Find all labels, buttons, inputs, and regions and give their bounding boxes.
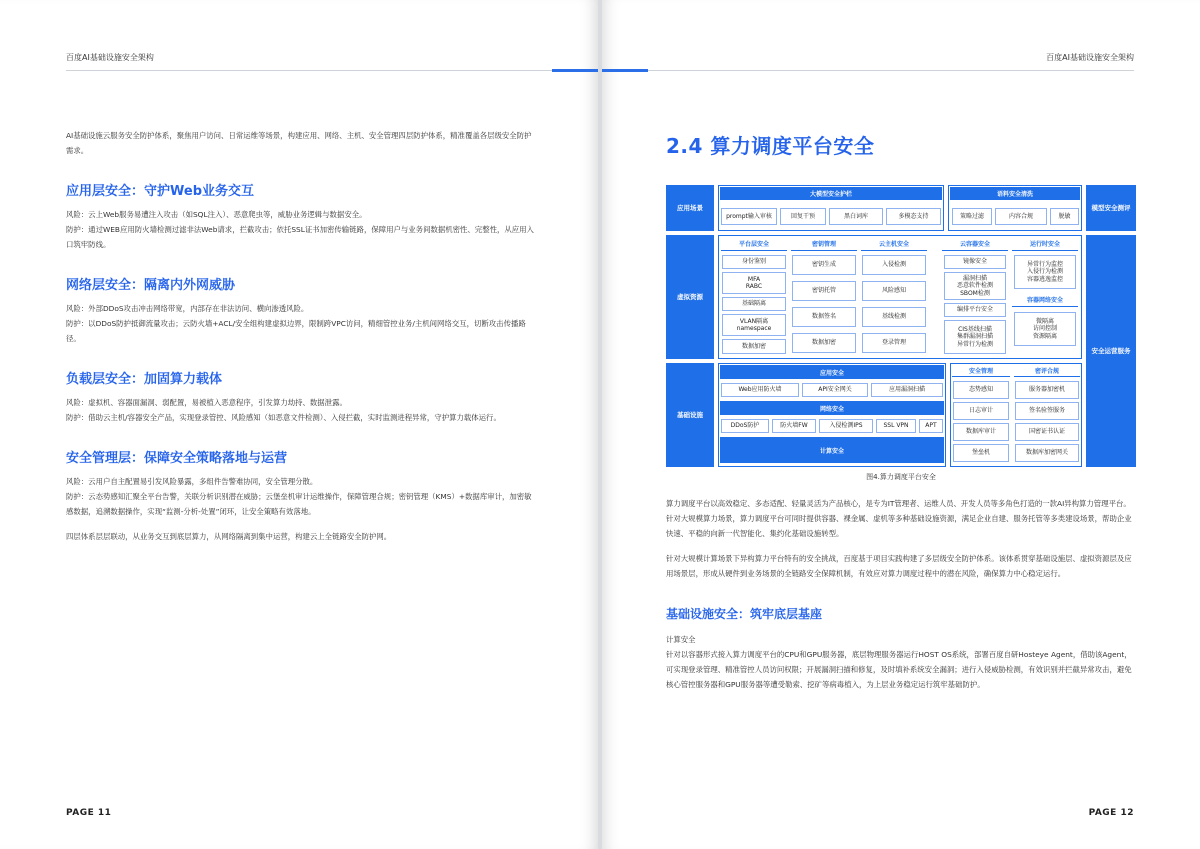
section-heading: 负载层安全：加固算力载体: [66, 372, 223, 387]
diagram-cell: 风险感知: [862, 281, 926, 301]
diagram-cell: 防火墙FW: [772, 419, 816, 433]
body-paragraph: 针对以容器形式接入算力调度平台的CPU和GPU服务器，底层物理服务器运行HOST OS系统，部署百度自研Hosteye Agent，借助该Agent，可实现登录管理、精准管控人员访问权限；开展漏洞扫描和修复，及时填补系统安全漏洞；进行入侵威胁检测，有效识别并拦截异常攻击，避免核心管控服务器和GPU服务器等遭受勒索、挖矿等病毒植入，为上层业务稳定运行筑牢基础防护。: [666, 650, 1132, 689]
diagram-cell: 服务器加密机: [1015, 381, 1079, 399]
diagram-cell: 数据加密: [722, 339, 786, 354]
column-title: 安全管理: [952, 365, 1010, 377]
diagram-cell: 密钥托管: [792, 281, 856, 301]
diagram-cell: 基础隔离: [722, 297, 786, 311]
side-label-sec-ops: 安全运营服务: [1086, 235, 1136, 467]
row-label-infra: 基础设施: [666, 363, 714, 467]
defense-text: 防护：云态势感知汇聚全平台告警，关联分析识别潜在威胁；云堡垒机审计运维操作，保障管理合规；密钥管理（KMS）+数据库审计，加密敏感数据，追溯数据操作，实现“监测-分析-处置”闭环，让安全策略有效落地。: [66, 492, 532, 516]
diagram-cell: 数据库加密网关: [1015, 444, 1079, 462]
infra-compute-security: 计算安全: [720, 437, 944, 463]
diagram-cell: 日志审计: [953, 402, 1009, 420]
header-rule: [602, 70, 1134, 71]
header-accent-bar: [602, 69, 648, 72]
diagram-cell: CIS基线扫描 集群漏洞扫描 异常行为检测: [944, 320, 1006, 354]
page-number: PAGE 12: [1088, 808, 1134, 818]
risk-text: 风险：外部DDoS攻击冲击网络带宽，内部存在非法访问、横向渗透风险。: [66, 304, 309, 313]
diagram-cell: 基线检测: [862, 307, 926, 327]
defense-text: 防护：通过WEB应用防火墙检测过滤非法Web请求，拦截攻击；依托SSL证书加密传输链路，保障用户与业务间数据机密性、完整性，从应用入口筑牢防线。: [66, 225, 534, 249]
diagram-cell: Web应用防火墙: [721, 383, 799, 397]
page-number: PAGE 11: [66, 808, 112, 818]
section-application-layer: [66, 180, 536, 252]
running-header: 百度AI基础设施安全架构: [1046, 53, 1134, 62]
diagram-cell: 密钥生成: [792, 255, 856, 275]
column-title: 密钥管理: [791, 237, 857, 251]
architecture-diagram: [666, 185, 1136, 467]
closing-paragraph: 四层体系层层联动，从业务交互到底层算力，从网络隔离到集中运营，构建云上全链路安全防护网。: [66, 532, 392, 541]
diagram-cell: 内容合规: [995, 208, 1047, 225]
diagram-cell: 应用漏洞扫描: [871, 383, 943, 397]
diagram-cell: MFA RABC: [722, 272, 786, 294]
column-title: 运行时安全: [1012, 237, 1078, 251]
section-management-layer: [66, 447, 536, 519]
left-body: [66, 128, 536, 544]
right-body: [666, 130, 1136, 692]
page-left: [0, 0, 598, 849]
diagram-cell: 编排平台安全: [944, 303, 1006, 317]
column-title: 云容器安全: [942, 237, 1008, 251]
diagram-cell: 数据签名: [792, 307, 856, 327]
body-paragraph: 针对大规模计算场景下异构算力平台特有的安全挑战，百度基于项目实践构建了多层级安全防护体系。该体系贯穿基础设施层、虚拟资源层及应用场景层，形成从硬件到业务场景的全链路安全保障机制，有效应对算力调度过程中的潜在风险，确保算力中心稳定运行。: [666, 554, 1132, 578]
risk-text: 风险：虚拟机、容器面漏洞、弱配置，易被植入恶意程序，引发算力劫持、数据泄露。: [66, 398, 347, 407]
diagram-cell: 态势感知: [953, 381, 1009, 399]
diagram-cell: SSL VPN: [876, 419, 916, 433]
diagram-cell: 数据库审计: [953, 423, 1009, 441]
header-accent-bar: [552, 69, 598, 72]
header-rule: [66, 70, 598, 71]
diagram-cell: 签名验签服务: [1015, 402, 1079, 420]
risk-text: 风险：云用户自主配置易引发风险暴露，多组件告警难协同，安全管理分散。: [66, 477, 318, 486]
section-heading: 网络层安全：隔离内外网威胁: [66, 278, 236, 293]
diagram-cell: 多模态支持: [886, 208, 941, 225]
infra-app-security: 应用安全: [720, 365, 944, 379]
column-title: 平台层安全: [721, 237, 787, 251]
column-title: 密评合规: [1014, 365, 1080, 377]
guardrail-title: 大模型安全护栏: [720, 187, 942, 200]
column-title: 容器网络安全: [1012, 293, 1078, 307]
diagram-cell: API安全网关: [802, 383, 868, 397]
figure-caption: 图4.算力调度平台安全: [866, 473, 936, 481]
diagram-cell: 入侵检测: [862, 255, 926, 275]
diagram-cell: prompt输入审核: [721, 208, 777, 225]
intro-paragraph: AI基础设施云服务安全防护体系，聚焦用户访问、日常运维等场景，构建应用、网络、主机、安全管理四层防护体系，精准覆盖各层级安全防护需求。: [66, 131, 532, 155]
chapter-title: 2.4 算力调度平台安全: [666, 134, 875, 158]
page-right: [602, 0, 1200, 849]
diagram-cell: 漏洞扫描 恶意软件检测 SBOM检测: [944, 272, 1006, 300]
diagram-cell: 镜像安全: [944, 255, 1006, 269]
section-network-layer: [66, 274, 536, 346]
risk-text: 风险：云上Web服务易遭注入攻击（如SQL注入）、恶意爬虫等，威胁业务逻辑与数据安全。: [66, 210, 367, 219]
corpus-title: 语料安全清洗: [950, 187, 1080, 200]
running-header: 百度AI基础设施安全架构: [66, 53, 154, 62]
diagram-cell: DDoS防护: [721, 419, 769, 433]
diagram-cell: 堡垒机: [953, 444, 1009, 462]
section-heading: 应用层安全：守护Web业务交互: [66, 184, 254, 199]
diagram-cell: 脱敏: [1050, 208, 1079, 225]
section-heading: 安全管理层：保障安全策略落地与运营: [66, 451, 288, 466]
diagram-cell: 黑白词库: [829, 208, 883, 225]
diagram-cell: 数据加密: [792, 333, 856, 353]
diagram-cell: VLAN隔离 namespace: [722, 314, 786, 336]
infra-net-security: 网络安全: [720, 401, 944, 415]
row-label-virtual: 虚拟资源: [666, 235, 714, 359]
diagram-cell: 异常行为监控 入侵行为检测 容器逃逸监控: [1014, 255, 1076, 289]
side-label-model-eval: 模型安全测评: [1086, 185, 1136, 231]
diagram-cell: 登录管理: [862, 333, 926, 353]
diagram-cell: 策略过滤: [952, 208, 992, 225]
section-heading: 基础设施安全：筑牢底层基座: [666, 607, 823, 621]
body-paragraph: 算力调度平台以高效稳定、多态适配、轻量灵活为产品核心，是专为IT管理者、运维人员、开发人员等多角色打造的一款AI异构算力管理平台。针对大规模算力场景，算力调度平台可同时提供容器、裸金属、虚机等多种基础设施资源，满足企业自建、服务托管等多类建设场景，帮助企业快速、平稳的向新一代智能化、集约化基础设施转型。: [666, 499, 1132, 538]
diagram-cell: APT: [919, 419, 943, 433]
diagram-cell: 微隔离 访问控制 资源隔离: [1014, 312, 1076, 346]
diagram-cell: 回复干预: [780, 208, 826, 225]
defense-text: 防护：借助云主机/容器安全产品，实现登录管控、风险感知（如恶意文件检测）、入侵拦截，实时监测进程异常，守护算力载体运行。: [66, 413, 501, 422]
diagram-cell: 身份鉴别: [722, 255, 786, 269]
diagram-cell: 入侵检测IPS: [819, 419, 873, 433]
subheading: 计算安全: [666, 635, 696, 644]
column-title: 云主机安全: [861, 237, 927, 251]
section-workload-layer: [66, 368, 536, 425]
diagram-cell: 国密证书认证: [1015, 423, 1079, 441]
row-label-app: 应用场景: [666, 185, 714, 231]
defense-text: 防护：以DDoS防护抵御流量攻击；云防火墙+ACL/安全组构建虚拟边界，限制跨VPC访问，精细管控业务/主机间网络交互，切断攻击传播路径。: [66, 319, 526, 343]
